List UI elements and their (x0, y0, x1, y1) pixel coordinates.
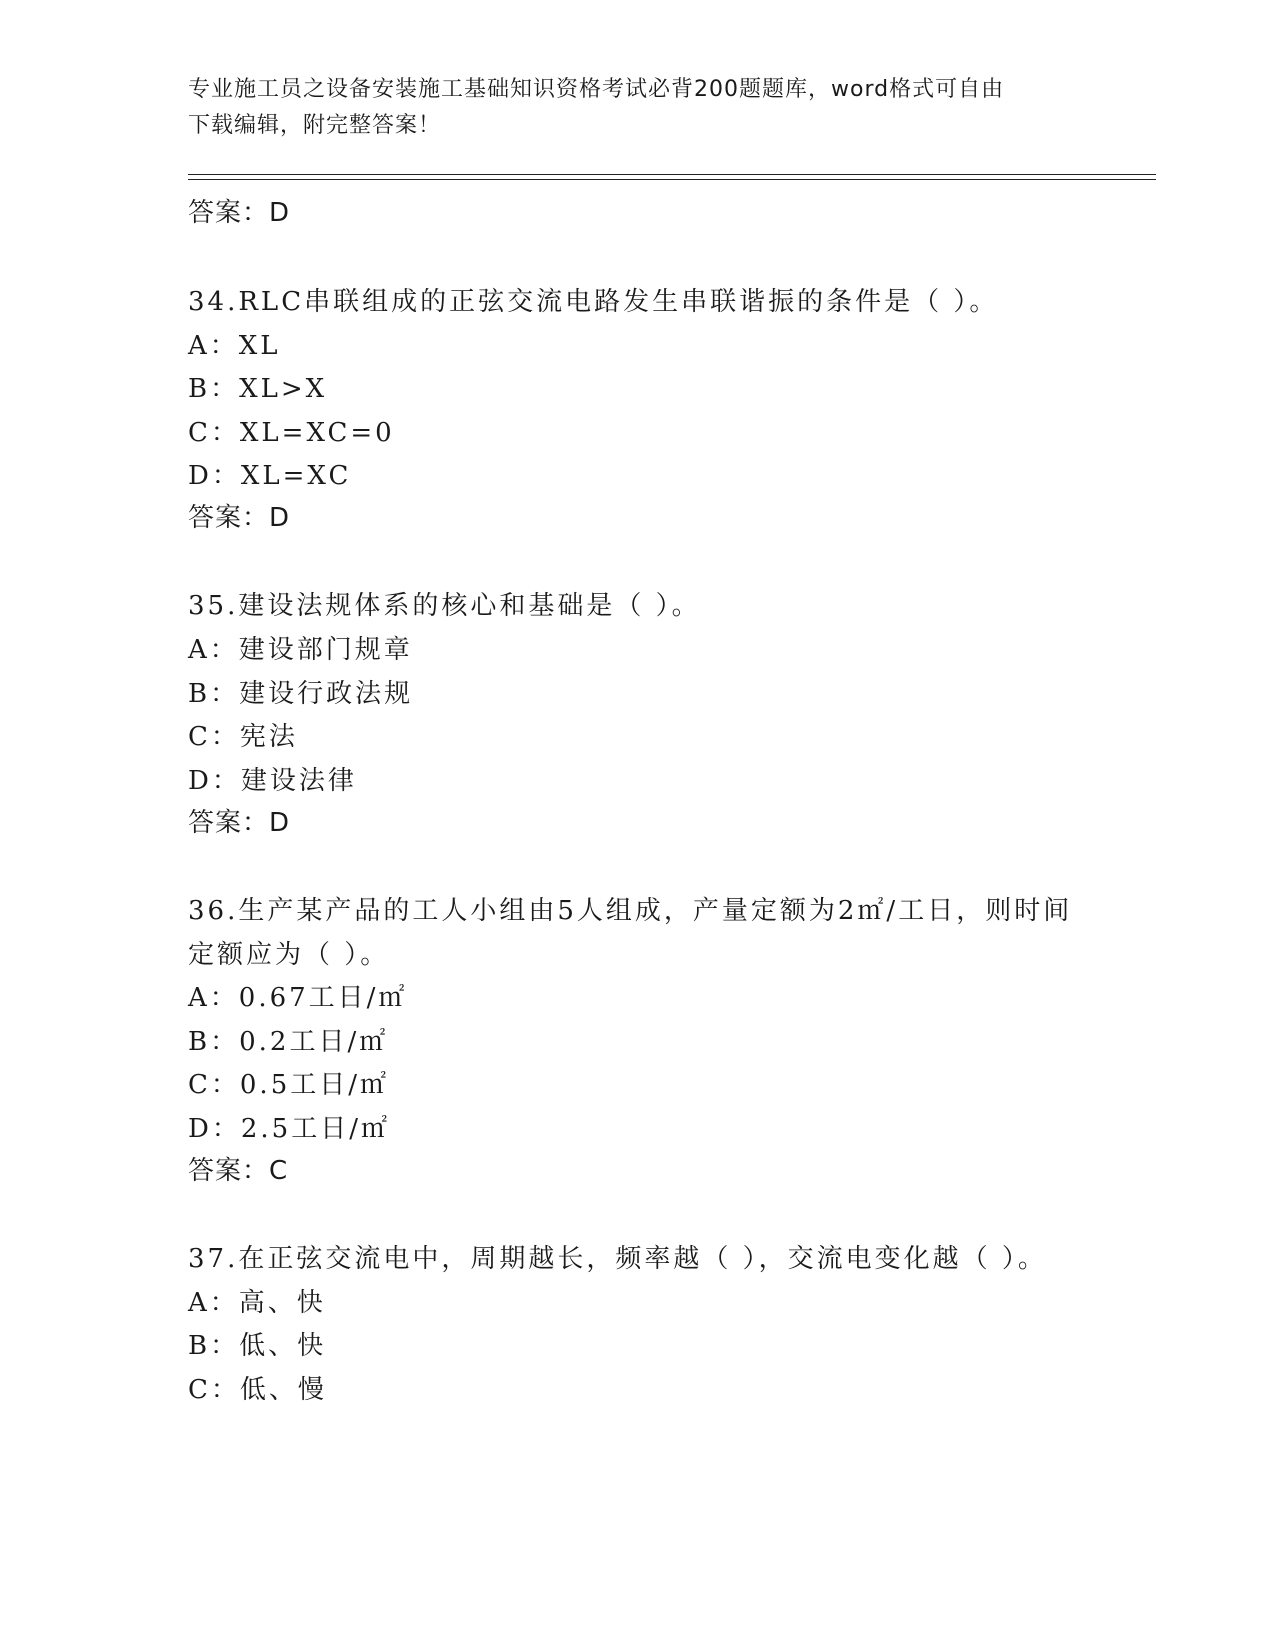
question-36-line-2: 定额应为（ ）。 (188, 940, 390, 970)
header-rule-bottom (188, 179, 1156, 180)
q37-option-c: C：低、慢 (188, 1375, 327, 1405)
q36-option-a: A：0.67工日/㎡ (188, 983, 408, 1013)
answer-34: 答案：D (188, 503, 291, 533)
answer-35: 答案：D (188, 808, 291, 838)
q37-option-b: B：低、快 (188, 1331, 327, 1361)
q35-option-c: C：宪法 (188, 722, 298, 752)
q34-option-a: A：XL (188, 331, 281, 361)
header-rule-top (188, 174, 1156, 175)
header-line-2: 下载编辑，附完整答案！ (188, 113, 442, 138)
q34-option-c: C：XL=XC=0 (188, 418, 395, 448)
q36-option-b: B：0.2工日/㎡ (188, 1027, 389, 1057)
q37-option-a: A：高、快 (188, 1288, 326, 1318)
q35-option-b: B：建设行政法规 (188, 679, 414, 709)
question-37: 37.在正弦交流电中，周期越长，频率越（ ），交流电变化越（ ）。 (188, 1244, 1047, 1274)
document-header (188, 72, 1068, 144)
q36-option-d: D：2.5工日/㎡ (188, 1114, 390, 1144)
answer-33: 答案：D (188, 198, 291, 228)
q36-option-c: C：0.5工日/㎡ (188, 1070, 390, 1100)
question-36-line-1: 36.生产某产品的工人小组由5人组成，产量定额为2㎡/工日，则时间 (188, 896, 1073, 926)
q34-option-d: D：XL=XC (188, 461, 352, 491)
answer-36: 答案：C (188, 1156, 289, 1186)
q34-option-b: B：XL>X (188, 374, 328, 404)
header-line-1: 专业施工员之设备安装施工基础知识资格考试必背200题题库，word格式可自由 (188, 77, 1005, 102)
q35-option-a: A：建设部门规章 (188, 635, 413, 665)
question-34: 34.RLC串联组成的正弦交流电路发生串联谐振的条件是（ ）。 (188, 287, 999, 317)
q35-option-d: D：建设法律 (188, 766, 357, 796)
question-35: 35.建设法规体系的核心和基础是（ ）。 (188, 591, 701, 621)
